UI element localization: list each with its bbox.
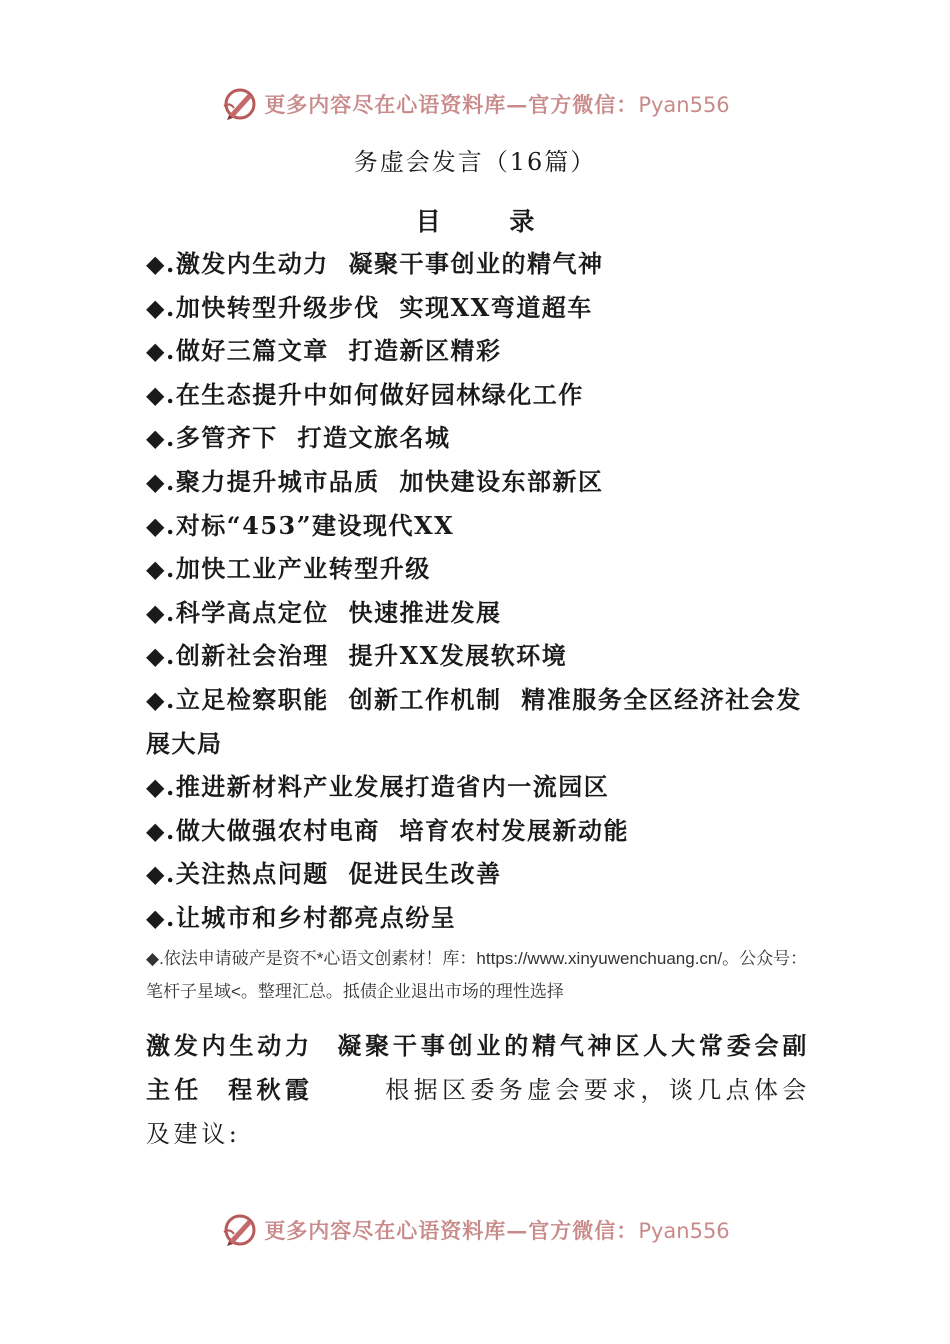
toc-note: ◆.依法申请破产是资不*心语文创素材！库：https://www.xinyuwenchuang.cn/。公众号：笔杆子星域<。整理汇总。抵债企业退出市场的理性选择 [146,949,808,1001]
toc-item: ◆.加快工业产业转型升级 [146,554,431,584]
toc-item: ◆.做大做强农村电商 培育农村发展新动能 [146,815,630,845]
pen-logo-icon [220,84,260,124]
toc-item: ◆.创新社会治理 提升XX发展软环境 [146,641,568,671]
banner-text: 更多内容尽在心语资料库—官方微信：Pyan556 [264,92,730,117]
toc-item: ◆.关注热点问题 促进民生改善 [146,859,502,889]
toc-item: ◆.立足检察职能 创新工作机制 精准服务全区经济社会发展大局 [146,684,802,758]
article-intro: 根据区委务虚会要求，谈几点体会及建议: [146,1076,810,1148]
pen-logo-icon [220,1210,260,1250]
footer-banner [0,1210,950,1250]
toc-item: ◆.多管齐下 打造文旅名城 [146,423,451,453]
toc-item: ◆.推进新材料产业发展打造省内一流园区 [146,772,610,802]
toc-item: ◆.做好三篇文章 打造新区精彩 [146,336,502,366]
document-title: 务虚会发言（16篇） [353,148,597,176]
table-of-contents [146,242,816,940]
header-banner [0,84,950,124]
toc-item: ◆.科学高点定位 快速推进发展 [146,597,502,627]
toc-heading: 目 录 [415,207,565,236]
toc-item: ◆.对标“453”建设现代XX [146,510,455,540]
wechat-id: Pyan556 [638,93,730,117]
wechat-id: Pyan556 [638,1219,730,1243]
body-paragraph [146,1024,810,1156]
banner-text: 更多内容尽在心语资料库—官方微信：Pyan556 [264,1218,730,1243]
toc-item: ◆.在生态提升中如何做好园林绿化工作 [146,379,584,409]
toc-item: ◆.激发内生动力 凝聚干事创业的精气神 [146,249,604,278]
toc-item: ◆.加快转型升级步伐 实现XX弯道超车 [146,292,593,322]
article-heading: 激发内生动力 凝聚干事创业的精气神区人大常委会副主任 程秋霞 [146,1031,810,1104]
toc-item: ◆.让城市和乡村都亮点纷呈 [146,902,457,932]
toc-item: ◆.聚力提升城市品质 加快建设东部新区 [146,466,604,496]
